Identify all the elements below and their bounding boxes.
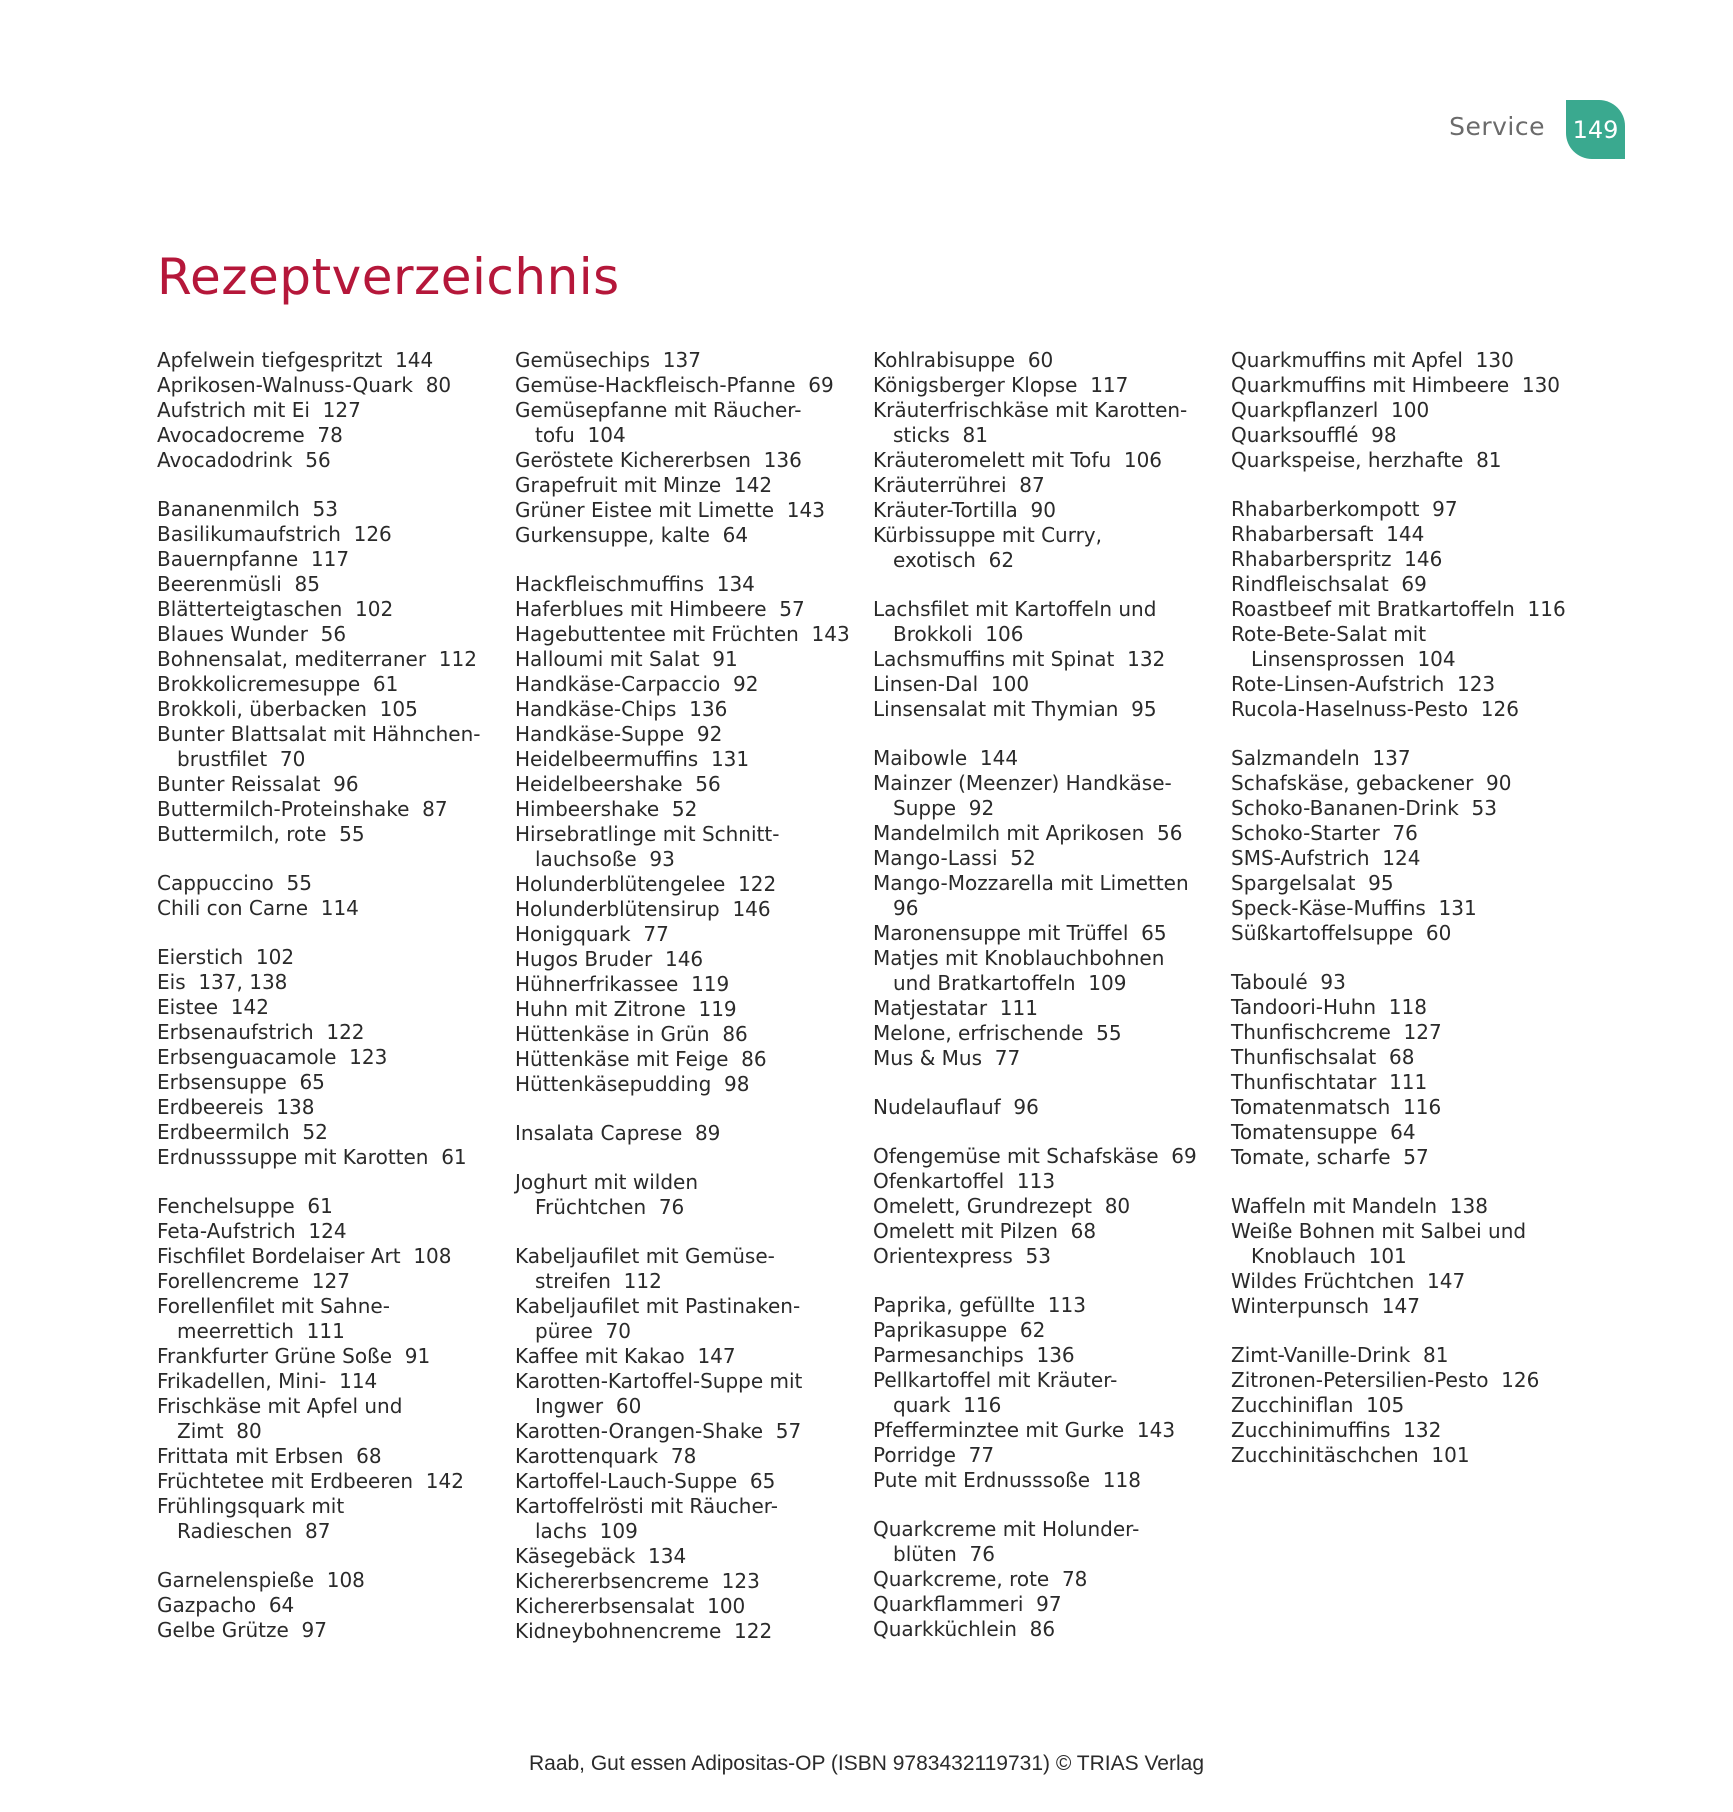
index-entry: Kabeljaufilet mit Gemüse- streifen 112 (515, 1244, 775, 1293)
index-entry: Zucchiniflan 105 (1231, 1393, 1405, 1417)
index-entry: Erbsensuppe 65 (157, 1070, 325, 1094)
index-entry: Omelett, Grundrezept 80 (873, 1194, 1131, 1218)
index-entry: Kabeljaufilet mit Pastinaken- püree 70 (515, 1294, 801, 1343)
index-letter-group (1231, 970, 1576, 1170)
index-entry: Handkäse-Chips 136 (515, 697, 728, 721)
index-entry: Erdnusssuppe mit Karotten 61 (157, 1145, 467, 1169)
index-entry: Rhabarberkompott 97 (1231, 497, 1458, 521)
index-entry: Königsberger Klopse 117 (873, 373, 1129, 397)
index-entry: Frühlingsquark mit Radieschen 87 (157, 1494, 345, 1543)
index-entry: Buttermilch-Proteinshake 87 (157, 797, 448, 821)
index-entry: Frischkäse mit Apfel und Zimt 80 (157, 1394, 403, 1443)
index-entry: Tandoori-Huhn 118 (1231, 995, 1427, 1019)
index-entry: Thunfischsalat 68 (1231, 1045, 1415, 1069)
index-entry: Bauernpfanne 117 (157, 547, 350, 571)
index-entry: Grüner Eistee mit Limette 143 (515, 498, 825, 522)
index-entry: Ofengemüse mit Schafskäse 69 (873, 1144, 1197, 1168)
index-entry: Handkäse-Suppe 92 (515, 722, 723, 746)
index-entry: Matjestatar 111 (873, 996, 1038, 1020)
index-entry: Quarkmuffins mit Apfel 130 (1231, 348, 1514, 372)
index-entry: Aufstrich mit Ei 127 (157, 398, 361, 422)
index-entry: Gazpacho 64 (157, 1593, 295, 1617)
index-entry: Mus & Mus 77 (873, 1046, 1021, 1070)
index-entry: Früchtetee mit Erdbeeren 142 (157, 1469, 464, 1493)
index-entry: Joghurt mit wilden Früchtchen 76 (515, 1170, 698, 1219)
index-entry: Maibowle 144 (873, 746, 1019, 770)
index-entry: Salzmandeln 137 (1231, 746, 1411, 770)
index-entry: Kichererbsencreme 123 (515, 1569, 760, 1593)
index-entry: Kartoffel-Lauch-Suppe 65 (515, 1469, 776, 1493)
index-entry: Frittata mit Erbsen 68 (157, 1444, 382, 1468)
index-entry: Tomatensuppe 64 (1231, 1120, 1416, 1144)
index-entry: Porridge 77 (873, 1443, 995, 1467)
index-letter-group (1231, 497, 1576, 722)
index-entry: Quarkcreme, rote 78 (873, 1567, 1088, 1591)
index-entry: Zimt-Vanille-Drink 81 (1231, 1343, 1449, 1367)
index-letter-group (157, 497, 502, 847)
index-entry: Insalata Caprese 89 (515, 1121, 721, 1145)
index-entry: Erbsenguacamole 123 (157, 1045, 388, 1069)
index-entry: Himbeershake 52 (515, 797, 698, 821)
index-letter-group (873, 746, 1218, 1071)
index-entry: Mango-Lassi 52 (873, 846, 1036, 870)
index-entry: Hüttenkäse mit Feige 86 (515, 1047, 767, 1071)
index-entry: Kohlrabisuppe 60 (873, 348, 1054, 372)
index-entry: Buttermilch, rote 55 (157, 822, 365, 846)
index-column-1 (157, 348, 502, 1667)
index-entry: Gemüsepfanne mit Räucher- tofu 104 (515, 398, 802, 447)
index-entry: Rindfleischsalat 69 (1231, 572, 1427, 596)
index-entry: Weiße Bohnen mit Salbei und Knoblauch 101 (1231, 1219, 1527, 1268)
index-entry: Taboulé 93 (1231, 970, 1346, 994)
index-entry: Erbsenaufstrich 122 (157, 1020, 365, 1044)
index-entry: Rhabarberspritz 146 (1231, 547, 1443, 571)
index-entry: Käsegebäck 134 (515, 1544, 687, 1568)
index-entry: Quarkcreme mit Holunder- blüten 76 (873, 1517, 1140, 1566)
index-entry: Hugos Bruder 146 (515, 947, 704, 971)
index-entry: Erdbeermilch 52 (157, 1120, 328, 1144)
index-letter-group (1231, 1194, 1576, 1319)
index-entry: Speck-Käse-Muffins 131 (1231, 896, 1477, 920)
index-entry: Aprikosen-Walnuss-Quark 80 (157, 373, 452, 397)
index-letter-group (873, 1095, 1218, 1120)
index-entry: Winterpunsch 147 (1231, 1294, 1420, 1318)
index-letter-group (1231, 746, 1576, 946)
index-letter-group (515, 348, 860, 548)
index-entry: Melone, erfrischende 55 (873, 1021, 1122, 1045)
index-column-2 (515, 348, 860, 1668)
index-letter-group (1231, 348, 1576, 473)
index-entry: Quarkspeise, herzhafte 81 (1231, 448, 1502, 472)
index-column-3 (873, 348, 1218, 1666)
index-entry: Maronensuppe mit Trüffel 65 (873, 921, 1167, 945)
index-entry: Ofenkartoffel 113 (873, 1169, 1056, 1193)
index-entry: Roastbeef mit Bratkartoffeln 116 (1231, 597, 1566, 621)
footer-copyright: Raab, Gut essen Adipositas-OP (ISBN 9783432119731) © TRIAS Verlag (528, 1752, 1205, 1775)
index-letter-group (1231, 1343, 1576, 1468)
index-entry: Fenchelsuppe 61 (157, 1194, 333, 1218)
index-entry: Forellenfilet mit Sahne- meerrettich 111 (157, 1294, 390, 1343)
index-letter-group (515, 1121, 860, 1146)
index-entry: Huhn mit Zitrone 119 (515, 997, 737, 1021)
index-entry: Heidelbeershake 56 (515, 772, 721, 796)
index-entry: Apfelwein tiefgespritzt 144 (157, 348, 434, 372)
index-letter-group (873, 348, 1218, 573)
index-entry: Thunfischcreme 127 (1231, 1020, 1442, 1044)
index-entry: Paprika, gefüllte 113 (873, 1293, 1086, 1317)
index-entry: Schoko-Bananen-Drink 53 (1231, 796, 1497, 820)
index-letter-group (157, 945, 502, 1170)
index-entry: Grapefruit mit Minze 142 (515, 473, 773, 497)
index-entry: Linsensalat mit Thymian 95 (873, 697, 1157, 721)
index-entry: Frikadellen, Mini- 114 (157, 1369, 378, 1393)
index-entry: Pfefferminztee mit Gurke 143 (873, 1418, 1176, 1442)
index-entry: Matjes mit Knoblauchbohnen und Bratkartoffeln 109 (873, 946, 1165, 995)
section-label: Service (1449, 112, 1545, 141)
index-entry: Bunter Blattsalat mit Hähnchen- brustfilet 70 (157, 722, 481, 771)
index-entry: Hüttenkäse in Grün 86 (515, 1022, 748, 1046)
index-entry: Karottenquark 78 (515, 1444, 697, 1468)
index-entry: Pellkartoffel mit Kräuter- quark 116 (873, 1368, 1118, 1417)
index-entry: Gurkensuppe, kalte 64 (515, 523, 749, 547)
index-entry: Nudelauflauf 96 (873, 1095, 1039, 1119)
index-entry: Haferblues mit Himbeere 57 (515, 597, 805, 621)
index-entry: Geröstete Kichererbsen 136 (515, 448, 802, 472)
index-entry: Basilikumaufstrich 126 (157, 522, 392, 546)
index-entry: Eistee 142 (157, 995, 269, 1019)
index-entry: Quarkpflanzerl 100 (1231, 398, 1430, 422)
index-entry: Schoko-Starter 76 (1231, 821, 1418, 845)
index-entry: SMS-Aufstrich 124 (1231, 846, 1421, 870)
index-entry: Rucola-Haselnuss-Pesto 126 (1231, 697, 1519, 721)
index-entry: Kartoffelrösti mit Räucher- lachs 109 (515, 1494, 778, 1543)
index-letter-group (157, 871, 502, 921)
index-entry: Orientexpress 53 (873, 1244, 1051, 1268)
index-entry: Gelbe Grütze 97 (157, 1618, 327, 1642)
index-entry: Brokkoli, überbacken 105 (157, 697, 418, 721)
index-letter-group (873, 597, 1218, 722)
index-entry: Cappuccino 55 (157, 871, 312, 895)
index-letter-group (157, 1568, 502, 1643)
index-entry: Zitronen-Petersilien-Pesto 126 (1231, 1368, 1540, 1392)
index-entry: Hühnerfrikassee 119 (515, 972, 730, 996)
index-letter-group (157, 348, 502, 473)
index-entry: Mandelmilch mit Aprikosen 56 (873, 821, 1183, 845)
index-entry: Karotten-Orangen-Shake 57 (515, 1419, 802, 1443)
index-entry: Quarkflammeri 97 (873, 1592, 1062, 1616)
index-entry: Tomate, scharfe 57 (1231, 1145, 1429, 1169)
index-entry: Kräuteromelett mit Tofu 106 (873, 448, 1163, 472)
index-letter-group (873, 1517, 1218, 1642)
index-letter-group (515, 1244, 860, 1644)
page-title: Rezeptverzeichnis (157, 248, 620, 306)
index-entry: Blätterteigtaschen 102 (157, 597, 394, 621)
index-entry: Eierstich 102 (157, 945, 295, 969)
index-entry: Bananenmilch 53 (157, 497, 338, 521)
index-entry: Feta-Aufstrich 124 (157, 1219, 347, 1243)
index-entry: Avocadodrink 56 (157, 448, 331, 472)
index-entry: Eis 137, 138 (157, 970, 288, 994)
index-entry: Garnelenspieße 108 (157, 1568, 365, 1592)
index-entry: Brokkolicremesuppe 61 (157, 672, 399, 696)
index-entry: Bohnensalat, mediterraner 112 (157, 647, 477, 671)
index-letter-group (515, 1170, 860, 1220)
index-entry: Kaffee mit Kakao 147 (515, 1344, 736, 1368)
index-entry: Spargelsalat 95 (1231, 871, 1394, 895)
index-entry: Tomatenmatsch 116 (1231, 1095, 1442, 1119)
index-entry: Süßkartoffelsuppe 60 (1231, 921, 1452, 945)
index-letter-group (873, 1293, 1218, 1493)
index-entry: Zucchinitäschchen 101 (1231, 1443, 1470, 1467)
index-entry: Waffeln mit Mandeln 138 (1231, 1194, 1488, 1218)
index-entry: Honigquark 77 (515, 922, 669, 946)
index-entry: Halloumi mit Salat 91 (515, 647, 738, 671)
index-entry: Kräuterrührei 87 (873, 473, 1045, 497)
index-entry: Quarksoufflé 98 (1231, 423, 1397, 447)
index-entry: Fischfilet Bordelaiser Art 108 (157, 1244, 452, 1268)
index-entry: Avocadocreme 78 (157, 423, 343, 447)
index-entry: Beerenmüsli 85 (157, 572, 320, 596)
index-entry: Pute mit Erdnusssoße 118 (873, 1468, 1141, 1492)
index-entry: Karotten-Kartoffel-Suppe mit Ingwer 60 (515, 1369, 803, 1418)
index-entry: Rote-Linsen-Aufstrich 123 (1231, 672, 1496, 696)
index-letter-group (157, 1194, 502, 1544)
index-entry: Bunter Reissalat 96 (157, 772, 359, 796)
index-entry: Rote-Bete-Salat mit Linsensprossen 104 (1231, 622, 1456, 671)
index-entry: Frankfurter Grüne Soße 91 (157, 1344, 431, 1368)
index-entry: Hagebuttentee mit Früchten 143 (515, 622, 850, 646)
index-entry: Mainzer (Meenzer) Handkäse- Suppe 92 (873, 771, 1172, 820)
index-letter-group (873, 1144, 1218, 1269)
index-entry: Handkäse-Carpaccio 92 (515, 672, 759, 696)
index-entry: Chili con Carne 114 (157, 896, 359, 920)
index-letter-group (515, 572, 860, 1097)
index-entry: Thunfischtatar 111 (1231, 1070, 1428, 1094)
index-entry: Erdbeereis 138 (157, 1095, 315, 1119)
index-entry: Paprikasuppe 62 (873, 1318, 1046, 1342)
index-entry: Kräuter-Tortilla 90 (873, 498, 1056, 522)
index-entry: Omelett mit Pilzen 68 (873, 1219, 1097, 1243)
index-entry: Lachsmuffins mit Spinat 132 (873, 647, 1166, 671)
index-entry: Lachsfilet mit Kartoffeln und Brokkoli 106 (873, 597, 1157, 646)
index-entry: Linsen-Dal 100 (873, 672, 1030, 696)
index-entry: Wildes Früchtchen 147 (1231, 1269, 1466, 1293)
index-entry: Hackfleischmuffins 134 (515, 572, 755, 596)
index-entry: Mango-Mozzarella mit Limetten 96 (873, 871, 1189, 920)
index-entry: Gemüse-Hackfleisch-Pfanne 69 (515, 373, 834, 397)
index-entry: Parmesanchips 136 (873, 1343, 1075, 1367)
index-entry: Kichererbsensalat 100 (515, 1594, 746, 1618)
index-entry: Holunderblütengelee 122 (515, 872, 777, 896)
index-entry: Hirsebratlinge mit Schnitt- lauchsoße 93 (515, 822, 780, 871)
index-entry: Gemüsechips 137 (515, 348, 701, 372)
index-entry: Zucchinimuffins 132 (1231, 1418, 1442, 1442)
index-entry: Kräuterfrischkäse mit Karotten- sticks 81 (873, 398, 1188, 447)
index-entry: Schafskäse, gebackener 90 (1231, 771, 1512, 795)
index-entry: Hüttenkäsepudding 98 (515, 1072, 750, 1096)
index-entry: Kürbissuppe mit Curry, exotisch 62 (873, 523, 1103, 572)
page-number-badge: 149 (1566, 100, 1625, 159)
index-entry: Blaues Wunder 56 (157, 622, 347, 646)
index-entry: Holunderblütensirup 146 (515, 897, 771, 921)
index-entry: Forellencreme 127 (157, 1269, 350, 1293)
index-entry: Heidelbeermuffins 131 (515, 747, 750, 771)
index-entry: Quarkmuffins mit Himbeere 130 (1231, 373, 1561, 397)
index-entry: Kidneybohnencreme 122 (515, 1619, 773, 1643)
index-entry: Quarkküchlein 86 (873, 1617, 1056, 1641)
index-entry: Rhabarbersaft 144 (1231, 522, 1425, 546)
index-column-4 (1231, 348, 1576, 1492)
